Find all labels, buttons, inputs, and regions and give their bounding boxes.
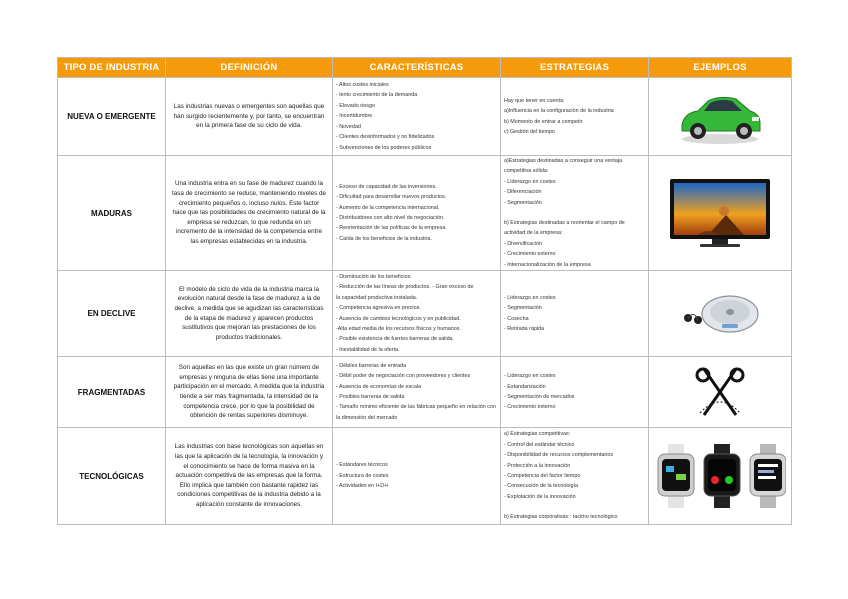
characteristics-list xyxy=(333,156,501,271)
table-row xyxy=(58,271,792,357)
list-item: - lento crecimiento de la demanda xyxy=(336,92,418,99)
list-item: - Tamaño mínimo eficiente de las fábricas pequeño en relación con la dimensión del mercado xyxy=(336,404,496,421)
television-image xyxy=(668,175,772,251)
list-item: - Estandarización xyxy=(504,383,546,390)
list-item: - Explotación de la innovación xyxy=(504,493,576,500)
strategies-list xyxy=(501,357,649,428)
header-estrategias: ESTRATEGIAS xyxy=(501,58,649,78)
industry-definition: Una industria entra en su fase de madurez cuando la tasa de crecimiento se reduce, manteniendo niveles de crecimiento pequeños o, incluso nulos. Este factor hace que las posibilidades de crecimiento natural de la empresa se reduzcan, lo que redunda en un incremento de la intensidad de la competencia entre las empresas establecidas en la industria. xyxy=(166,156,333,271)
list-item: - Liderazgo en costes xyxy=(504,373,556,380)
industry-type: EN DECLIVE xyxy=(58,271,166,357)
list-item: - Ausencia de cambios tecnológicos y en publicidad. xyxy=(336,315,461,322)
list-item: - Estándares técnicos xyxy=(336,462,388,469)
example-image xyxy=(649,428,792,525)
list-item: - Débil poder de negociación con proveedores y clientes xyxy=(336,373,471,380)
list-item: - Consecución de la tecnología xyxy=(504,483,579,490)
industry-type: FRAGMENTADAS xyxy=(58,357,166,428)
example-image xyxy=(649,78,792,156)
example-image xyxy=(649,271,792,357)
cd-player-image xyxy=(678,290,762,338)
list-item: - Subvenciones de los poderes públicos xyxy=(336,144,432,151)
list-item: - Disminución de los beneficios. xyxy=(336,273,412,280)
list-item: b) Estrategias destinadas a reorientar el campo de actividad de la empresa: xyxy=(504,220,625,237)
characteristics-list xyxy=(333,78,501,156)
list-item: - Segmentación xyxy=(504,305,542,312)
list-item: - Crecimiento externo xyxy=(504,404,556,411)
list-item: - Estructura de costes xyxy=(336,472,389,479)
industry-definition: Las industrias con base tecnológicas son aquellas en las que la aplicación de la tecnología, la innovación y el conocimiento se hace de forma masiva en la actuación competitiva de las empresas que la forma. Ello implica que también con bastante rapidez las condiciones competitivas de la industria debido a la aplicación constante de innovaciones. xyxy=(166,428,333,525)
industry-table xyxy=(57,57,792,525)
list-item: - Diversificación xyxy=(504,240,543,247)
list-item: - Retirada rápida xyxy=(504,325,545,332)
list-item: a)Influencia en la configuración de la industria xyxy=(504,108,614,115)
list-item: - Protección a la innovación xyxy=(504,462,571,469)
list-item: - Caída de los beneficios de la industria. xyxy=(336,235,432,242)
list-item: - Reducción de las líneas de productos. - Gran exceso de xyxy=(336,284,474,291)
list-item: - Control del estándar técnico xyxy=(504,441,575,448)
scissors-image xyxy=(694,365,746,419)
list-item: -Alta edad media de los recursos físicos y humanos. xyxy=(336,325,461,332)
list-item: - Inestabilidad de la oferta. xyxy=(336,346,400,353)
list-item: - Disponibilidad de recursos complementarios xyxy=(504,452,614,459)
list-item: - Segmentación de mercados xyxy=(504,394,575,401)
list-item: - Liderazgo en costes xyxy=(504,178,556,185)
table-row xyxy=(58,78,792,156)
industry-definition: El modelo de ciclo de vida de la industria marca la evolución natural desde la fase de madurez a la de declive, a medida que se agudizan las características de la etapa de madurez y aparecen productos sustitutivos que mejoran las prestaciones de los productos tradicionales. xyxy=(166,271,333,357)
list-item: - Aumento de la competencia internacional. xyxy=(336,204,440,211)
characteristics-list xyxy=(333,357,501,428)
industry-type: NUEVA O EMERGENTE xyxy=(58,78,166,156)
list-item: - Clientes desinformados y no fidelizados xyxy=(336,134,435,141)
smartwatches-image xyxy=(654,444,786,508)
header-tipo: TIPO DE INDUSTRIA xyxy=(58,58,166,78)
list-item: - Diferenciación xyxy=(504,189,542,196)
list-item: - Posibles barreras de salida xyxy=(336,394,405,401)
list-item: - Débiles barreras de entrada xyxy=(336,362,407,369)
industry-type: MADURAS xyxy=(58,156,166,271)
list-item: a)Estrategias destinadas a conseguir una ventaja competitiva sólida: xyxy=(504,158,623,175)
header-ejemplos: EJEMPLOS xyxy=(649,58,792,78)
industry-definition: Las industrias nuevas o emergentes son aquellas que han surgido recientemente y, por tanto, se encuentran en la primera fase de su ciclo de vida. xyxy=(166,78,333,156)
list-item: - Crecimiento externo xyxy=(504,251,556,258)
example-image xyxy=(649,156,792,271)
list-item: c) Gestión del tiempo xyxy=(504,128,555,135)
list-item: - Segmentación xyxy=(504,199,542,206)
list-item: - Competencia agresiva en precios. xyxy=(336,305,421,312)
header-definicion: DEFINICIÓN xyxy=(166,58,333,78)
list-item: Hay que tener en cuenta: xyxy=(504,97,565,104)
table-row xyxy=(58,428,792,525)
list-item: - Elevado riesgo xyxy=(336,102,375,109)
strategies-list xyxy=(501,78,649,156)
list-item: - Incertidumbre xyxy=(336,113,373,120)
strategies-list xyxy=(501,156,649,271)
list-item: - Cosecha xyxy=(504,315,529,322)
example-image xyxy=(649,357,792,428)
strategies-list xyxy=(501,271,649,357)
list-item: b) Momento de entrar a competir xyxy=(504,118,583,125)
characteristics-list xyxy=(333,271,501,357)
list-item: - Altos costes iniciales xyxy=(336,82,389,89)
green-car-image xyxy=(674,87,766,147)
strategies-list xyxy=(501,428,649,525)
list-item: - Actividades en I+D+i xyxy=(336,483,389,490)
list-item: - Internacionalización de la empresa xyxy=(504,261,591,268)
list-item: a) Estrategias competitivas: xyxy=(504,431,571,438)
list-item: - Distribuidores con alto nivel de negociación. xyxy=(336,215,445,222)
list-item: - Liderazgo en costes xyxy=(504,294,556,301)
table-row xyxy=(58,357,792,428)
table-row xyxy=(58,156,792,271)
list-item: - Ausencia de economías de escala xyxy=(336,383,422,390)
list-item: la capacidad productiva instalada. xyxy=(336,294,418,301)
list-item: b) Estrategias corporativas:: racimo tecnológico xyxy=(504,514,618,521)
industry-definition: Son aquellas en las que existe un gran número de empresas y ninguna de ellas tiene una importante participación en el mercado. A medida que la industria tiende a ser más fragmentada, la intensidad de la competencia crece, por lo que la posibilidad de obtención de rentas superiores disminuye. xyxy=(166,357,333,428)
list-item: - Exceso de capacidad de las inversiones. xyxy=(336,183,437,190)
industry-type: TECNOLÓGICAS xyxy=(58,428,166,525)
header-caracteristicas: CARACTERÍSTICAS xyxy=(333,58,501,78)
list-item: - Dificultad para desarrollar nuevos productos. xyxy=(336,194,447,201)
characteristics-list xyxy=(333,428,501,525)
list-item: - Competencia del factor tiempo xyxy=(504,473,581,480)
header-row xyxy=(58,58,792,78)
list-item: - Posible existencia de fuertes barreras de salida. xyxy=(336,336,455,343)
list-item: - Reorientación de las políticas de la empresa. xyxy=(336,225,447,232)
list-item: - Novedad xyxy=(336,123,361,130)
